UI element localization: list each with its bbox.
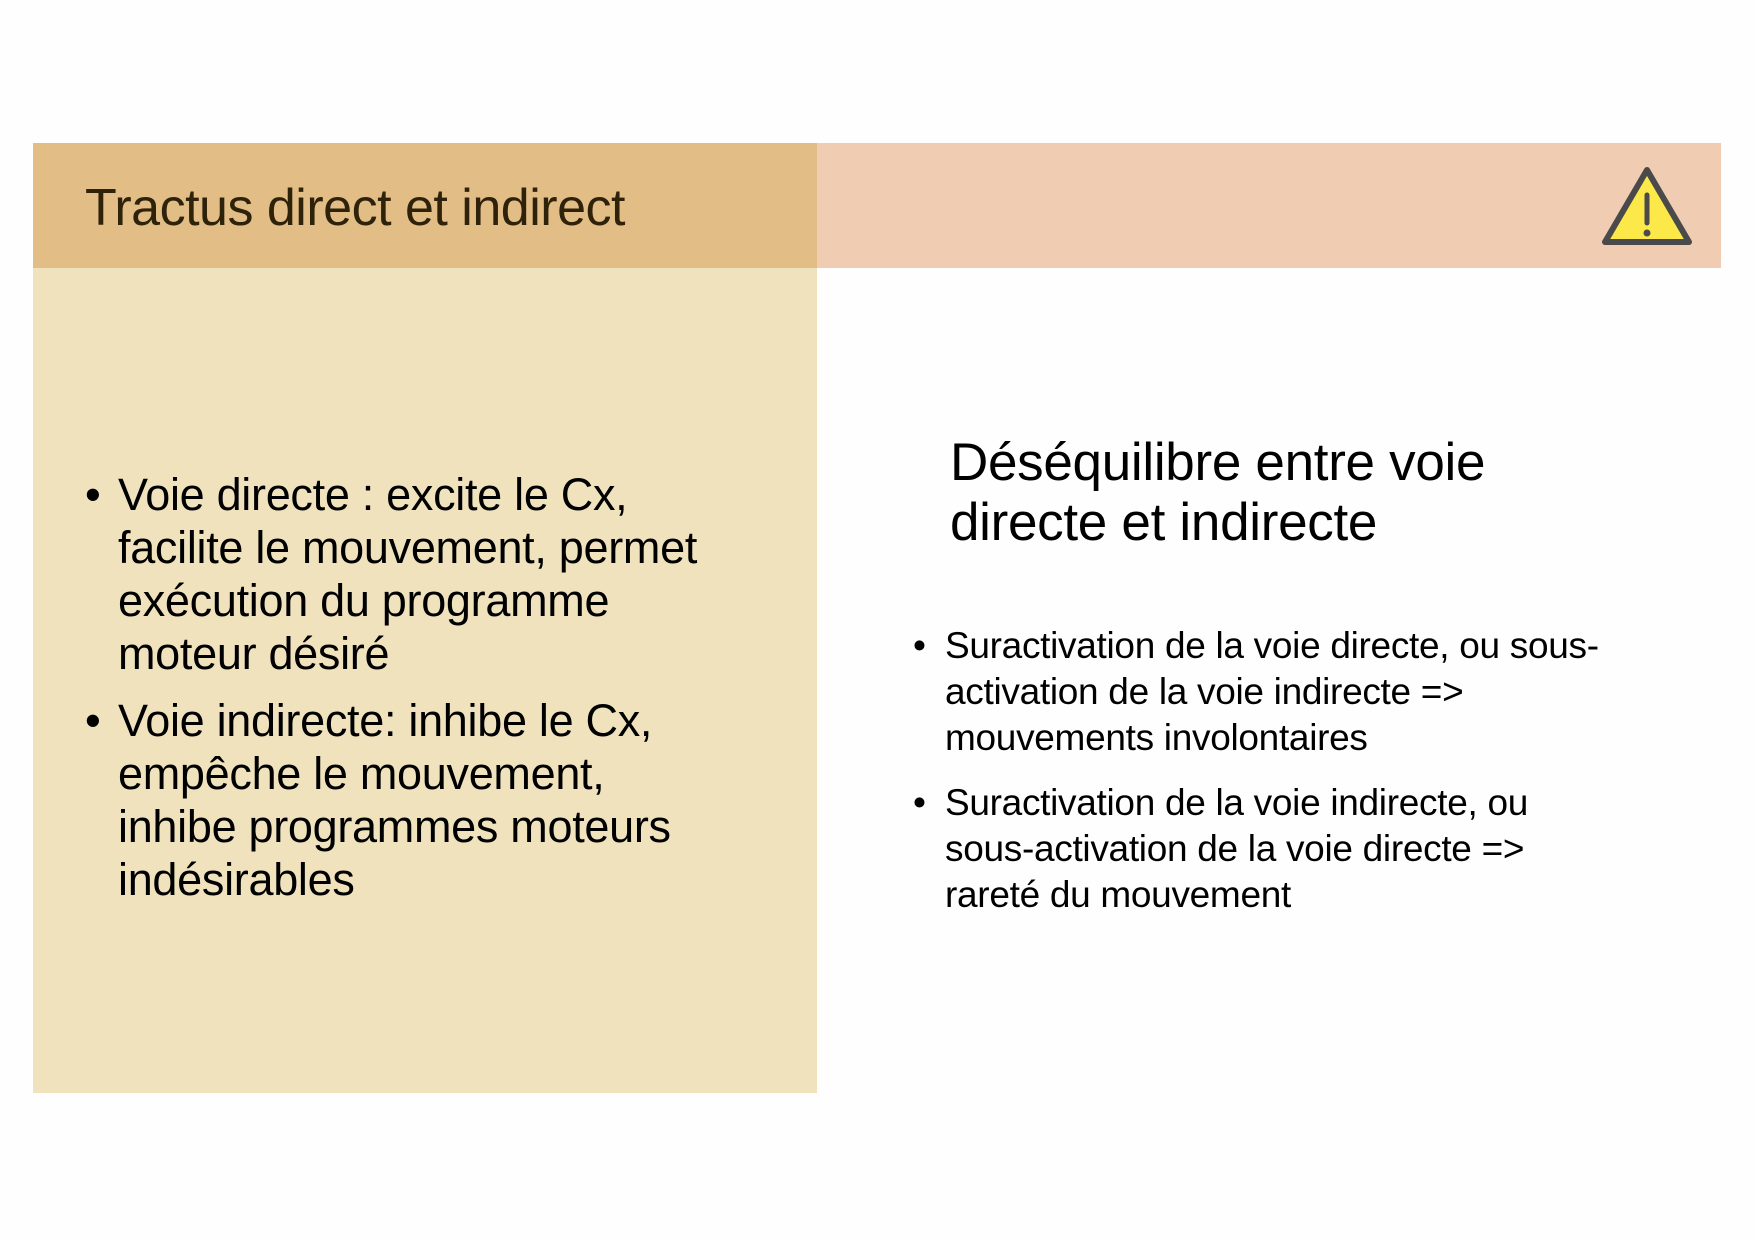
list-item-text: facilite le mouvement, permet <box>118 522 698 573</box>
list-item-text: Suractivation de la voie directe, ou sous- <box>945 625 1599 666</box>
list-item-text: moteur désiré <box>118 628 390 679</box>
list-item-text: indésirables <box>118 854 355 905</box>
slide-title: Tractus direct et indirect <box>85 179 625 237</box>
heading-line: directe et indirecte <box>950 493 1378 552</box>
right-bullet-list <box>913 623 1733 937</box>
left-bullet-list <box>85 468 805 920</box>
list-item-text: inhibe programmes moteurs <box>118 801 671 852</box>
accent-band <box>817 143 1721 268</box>
list-item-text: Suractivation de la voie indirecte, ou <box>945 782 1529 823</box>
list-item-text: mouvements involontaires <box>945 717 1368 758</box>
warning-triangle-icon <box>1601 165 1693 247</box>
list-item-text: sous-activation de la voie directe => <box>945 828 1525 869</box>
list-item-text: Voie indirecte: inhibe le Cx, <box>118 695 653 746</box>
list-item-text: rareté du mouvement <box>945 874 1291 915</box>
bullet-marker: • <box>85 695 101 746</box>
list-item-text: exécution du programme <box>118 575 610 626</box>
bullet-marker: • <box>913 782 926 823</box>
list-item <box>913 623 1733 761</box>
list-item-text: empêche le mouvement, <box>118 748 605 799</box>
list-item <box>913 780 1733 918</box>
list-item-text: Voie directe : excite le Cx, <box>118 469 628 520</box>
right-heading <box>950 433 1485 553</box>
heading-line: Déséquilibre entre voie <box>950 433 1486 492</box>
list-item-text: activation de la voie indirecte => <box>945 671 1464 712</box>
bullet-marker: • <box>85 469 101 520</box>
bullet-marker: • <box>913 625 926 666</box>
list-item <box>85 694 805 906</box>
list-item <box>85 468 805 680</box>
